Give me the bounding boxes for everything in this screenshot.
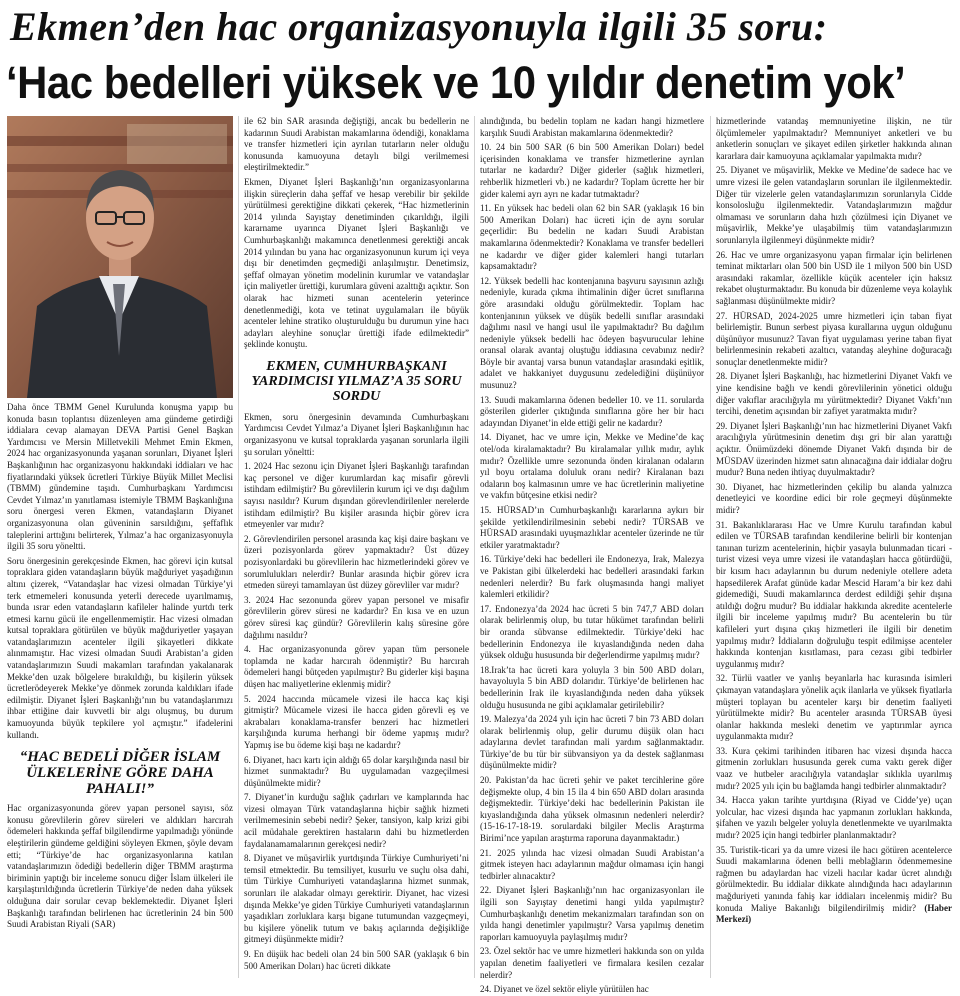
question-item: 30. Diyanet, hac hizmetlerinden çekilip bu alanda yalnızca denetleyici ve koordine edici bir role geçmeyi düşünmekte midir? <box>716 481 952 515</box>
question-item: 31. Bakanlıklararası Hac ve Umre Kurulu tarafından kabul edilen ve TÜRSAB tarafından kendilerine belirli bir kontenjan tanınan turizm acentelerinin, hiçbir yasayla bulunmadan ticari - turist vizesi veya umre vizesi ile vatandaşları hacca götürdüğü, bir kısım hacı adaylarının bu durum nedeniyle otellere adeta hapsedilerek Arafat günüde kadar Mescid Haram’a bir kez dahi gidemediği, Suudi makamlarınca derdest edildiği şehir dışına atıldığı doğru mudur? Bu iddialar hakkında akredite acentelerle ilgili bir inceleme yapılmış mıdır? Bu acentelerin bu tür kafileleri yurt dışına çıkış hizmetleri ile ilgili bir denetim yapılmış mıdır? İddiaların doğruluğu tespit edilmişse acenteler hakkında kontenjan kısıtlaması, para cezası gibi tedbirler uygulanmış mıdır? <box>716 519 952 669</box>
question-item: 5. 2024 haccında mücamele vizesi ile hacca kaç kişi gitmiştir? Mücamele vizesi ile hacca giden görevli eş ve akrabaları konaklama-transfer benzeri hac hizmetleri karşılığında kuruma herhangi bir ödeme yapmış mıdır? Yapmış ise bu ödeme kişi başı ne kadardır? <box>244 693 469 750</box>
column-divider <box>710 116 711 978</box>
question-item: 3. 2024 Hac sezonunda görev yapan personel ve misafir görevlilerin görev süresi ne kadardır? En kısa ve en uzun görev süresi kaç gündür? Görevlilerin kalış süresine göre dağılımı nasıldır? <box>244 594 469 640</box>
question-item: 14. Diyanet, hac ve umre için, Mekke ve Medine’de kaç otel/oda kiralamaktadır? Bu kiralamalar yıllık mıdır, aylık mıdır? Özellikle umre sezonunda önden kiralanan odaların yıl boyu ortalama doluluk oranı nedir? Kiralanan bazı odaların boş kalmasının umre ve hac ücretlerinin maliyetine ve vakfın bütçesine etkisi nedir? <box>480 432 704 501</box>
question-item: 4. Hac organizasyonunda görev yapan tüm personele toplamda ne kadar harcırah ödenmiştir? Bu harcırah ödemeleri hangi bütçeden yapılmıştır? Bu giderler kişi başına düşen hac maliyetlerine eklenmiş midir? <box>244 644 469 689</box>
question-item: 9. En düşük hac bedeli olan 24 bin 500 SAR (yaklaşık 6 bin 500 Amerikan Doları) hac ücreti dikkate <box>244 949 469 971</box>
question-item: 6. Diyanet, hacı kartı için aldığı 65 dolar karşılığında nasıl bir hizmet sunmaktadır? Bu uygulamadan vazgeçilmesi düşünülmekte midir? <box>244 754 469 788</box>
article-column-2 <box>244 116 469 982</box>
question-item: 17. Endonezya’da 2024 hac ücreti 5 bin 747,7 ABD doları olarak belirlenmiş olup, bu tutar hükümet tarafından belirli bir oranda sübvanse edilmektedir. Türkiye’deki hac bedellerinin Endonezya ile kıyaslandığında neden daha yüksek olduğu hususunda bir değerlendirme yapılmış mıdır? <box>480 603 704 661</box>
question-item: 33. Kura çekimi tarihinden itibaren hac vizesi dışında hacca gitmenin zorlukları hususunda gerek cuma vaktı gerek diğer vaaz ve hutbeler aracılığıyla vatandaşlar sıklıkla uyarılmış mıdır? 2025 yılı için bu bağlamda hangi tedbirler alınmaktadır? <box>716 745 952 791</box>
paragraph: ile 62 bin SAR arasında değiştiği, ancak bu bedellerin ne kadarının Suudi Arabistan makamlarına ödendiği, konaklama ve transfer hizmetleri için ayrılan tutarların neler olduğu konusunda kamuoyuna detaylı bilgi verilmemesi eleştirilmektedir.” <box>244 116 469 173</box>
paragraph: Soru önergesinin gerekçesinde Ekmen, hac görevi için kutsal topraklara giden vatandaşların büyük mağduriyet yaşadığının altını çizerek, “Vatandaşlar hac vizesi olmadan Türkiye’yi terk etmemeleri konusunda yeterli derecede uyarılmamış, bunda ısrar eden vatandaşların kafileler halinde yurtdı terk etmesi karnu gücü ile engellenmemiştir. Hac vizesi olmadan kutsal topraklara götürülen ve büyük mağduriyetler yaşayan vatandaşlarımızın acenteler ilgili şikayetleri dikkate alınmamıştır. Hac vizesi olmadan Suudi Arabistan’a giden vatandaşlarımızın Suudi makamları tarafından yakalanarak Mekke’den uzak bölgelere bırakıldığı, bu kişilerin yüksek ücretlerödeyerek Mekke’ye dönmek zorunda kaldıkları ifade edilmiştir. Diyanet İşleri Başkanlığı’nın bu vatandaşlarımızı ihbar ettiğine dair kuvvetli bir algı oluşmuş, bu durum kamuoyunda büyük tepkilere yol açmıştır.” ifadelerini kullandı. <box>7 555 233 740</box>
portrait-photo <box>7 116 233 398</box>
article-column-1 <box>7 116 233 982</box>
kicker-title: Ekmen’den hac organizasyonuyla ilgili 35 soru: <box>10 4 828 49</box>
question-item: 13. Suudi makamlarına ödenen bedeller 10. ve 11. sorularda gösterilen giderler çıktığında sınıflarına göre her bir hacı adayından Diyanet’in elde ettiği gelir ne kadardır? <box>480 394 704 428</box>
paragraph: alındığında, bu bedelin toplam ne kadarı hangi hizmetlere karşılık Suudi Arabistan makamlarına ödenmektedir? <box>480 116 704 138</box>
question-item: 32. Türlü vaatler ve yanlış beyanlarla hac kurasında isimleri çıkmayan vatandaşlara yönelik açık ilanlarla ve yüksek fiyatlarla müşteri toplayan bu acenteler karşı bir denetim faaliyeti yürütülmekte midir? Bu acenteler arasında TÜRSAB üyesi olanlar hakkında mesleki denetim ve yaptırımlar ayrıca uygulanmakta mıdır? <box>716 673 952 742</box>
question-item: 25. Diyanet ve müşavirlik, Mekke ve Medine’de sadece hac ve umre vizesi ile gelen vatandaşların sorunları ile ilgilenmektedir. Diğer tür vizelerle gelen vatandaşlarımızın sorunlarıyla Cidde konsolosluğu ilgilenmektedir. Vatandaşlarımızın mağdur olmaması ve sorunların daha hızlı çözülmesi için Diyanet ve müşavirlik, Mekke’ye ulaşabilmiş tüm vatandaşlarımızın sorunlarıyla ilgilenmeyi düşünmekte midir? <box>716 165 952 245</box>
question-item: 1. 2024 Hac sezonu için Diyanet İşleri Başkanlığı tarafından kaç personel ve diğer kurumlardan kaç misafir görevli istihdam edilmiştir? Bu görevlilerin kurum içi ve dışı dağılım sayısı nasıldır? Kurum dışından görevlendirilenler nerelerde istihdam edilmiştir? Bu kişiler arasında hiçbir görev icra etmeyenler var mıdır? <box>244 461 469 530</box>
paragraph: hizmetlerinde vatandaş memnuniyetine ilişkin, ne tür ölçümlemeler yapılmaktadır? Memnuniyet anketleri ve bu anketlerin sonuçları ve şikayet edilen şirketler hakkında alınan kararlara dair kamuoyuna açıklamalar yapılmakta mıdır? <box>716 116 952 161</box>
question-item: 15. HÜRSAD’ın Cumhurbaşkanlığı kararlarına aykırı bir şekilde yetkilendirilmesinin sebebi nedir? TÜRSAB ve HÜRSAD arasındaki uyuşmazlıklar acenteler üzerinde ne tür etkiler yaratmaktadır? <box>480 505 704 550</box>
section-subheading: EKMEN, CUMHURBAŞKANI YARDIMCISI YILMAZ’A 35 SORU SORDU <box>251 358 462 404</box>
question-item: 2. Görevlendirilen personel arasında kaç kişi daire başkanı ve üzeri pozisyonlarda görev yapmaktadır? Üst düzey pozisyonlardaki bu görevlilerin hac hizmetlerindeki görev ve sorumlulukları nelerdir? Bunlar arasında hiçbir görev icra etmeden süreyi tamamlayan üst düzey görevliler var mıdır? <box>244 533 469 591</box>
question-item: 27. HÜRSAD, 2024-2025 umre hizmetleri için taban fiyat belirlemiştir. Bunun serbest piyasa kurallarına uygun olduğunu düşünüyor musunuz? Tavan fiyat uygulaması yerine taban fiyat belirlenmesinin rekabeti azaltıcı, vatandaş aleyhine doğuracağı sonuçlar denetlenmekte midir? <box>716 310 952 367</box>
question-item: 28. Diyanet İşleri Başkanlığı, hac hizmetlerini Diyanet Vakfı ve yine kendisine bağlı ve kendi görevlilerinin yönetici olduğu diğer vakıflar aracılığıyla mı yürütmektedir? Diyanet Vakfı’nın tercihi, denetim açısından bir zafiyet yaratmakta mıdır? <box>716 371 952 417</box>
question-item <box>716 845 952 926</box>
paragraph: Ekmen, soru önergesinin devamında Cumhurbaşkanı Yardımcısı Cevdet Yılmaz’a Diyanet İşleri Başkanlığının hac organizasyonu ve kutsal topraklarda yaşanan sorunlarla ilgili şu soruları yöneltti: <box>244 411 469 457</box>
question-item: 29. Diyanet İşleri Başkanlığı’nın hac hizmetlerini Diyanet Vakfı aracılığıyla yürütmesinin denetim dışı gri bir alan yarattığı açıktır. Önümüzdeki dönemde Diyanet Vakfı dışında bir de MÜSDAV üzerinden hizmet satın alınacağına dair iddialar doğru mudur? Buna neden ihtiyaç duyulmaktadır? <box>716 420 952 478</box>
question-item: 8. Diyanet ve müşavirlik yurtdışında Türkiye Cumhuriyeti’ni temsil etmektedir. Bu temsiliyet, kusurlu ve suçlu olsa dahi, tüm Türkiye Cumhuriyeti vatandaşlarına hizmet sunmak, sorunları ile alakadar olmayı gerektirir. Diyanet, hac vizesi dışında Mekke’ye giden Türkiye Cumhuriyeti vatandaşlarının yaşadıkları zorluklara karşı bigane tutumundan vazgeçmeyi, bu kişilere yönelik tutum ve bakış açılarında değişikliğe gitmeyi düşünmekte midir? <box>244 853 469 945</box>
question-item: 10. 24 bin 500 SAR (6 bin 500 Amerikan Doları) bedel içerisinden konaklama ve transfer hizmetlerine ayrılan tutarlar ne kadardır? Diğer giderler (sağlık hizmetleri, rehberlik hizmetleri vb.) ne kadardır? Toplam ücrette her bir gider kalemi ayrı ayrı ne kadar tutmaktadır? <box>480 142 704 199</box>
paragraph: Daha önce TBMM Genel Kurulunda konuşma yapıp bu konuda basın toplantısı düzenleyen ama gündeme getirdiği iddialara cevap alamayan DEVA Partisi Genel Başkan Yardımcısı ve Mersin Milletvekili Mehmet Emin Ekmen, 2024 hac organizasyonunda yaşanan sorunları, Diyanet İşleri Başkanlığının hac organizasyonu hakkındaki iddiaları ve hac fiyatlarındaki yüksek ücretleri Türkiye Büyük Millet Meclisi (TBMM) gündemine taşıdı. Cumhurbaşkanı Yardımcısı Cevdet Yılmaz’ın yanıtlaması istemiyle TBMM Başkanlığına soru önergesi veren Ekmen, vatandaşların Diyanet organizasyonuna olan güveninin sarsıldığını, şeffaflık taleplerini arttığını belirterek, Yılmaz’a hac organizasyonuyla ilgili 35 soru yöneltti. <box>7 402 233 552</box>
question-item: 19. Malezya’da 2024 yılı için hac ücreti 7 bin 73 ABD doları olarak belirlenmiş olup, gelir durumu düşük olan hacı adaylarına devlet tarafından mali yardım sağlanmaktadır. Türkiye’de bu tür bir sübvansiyon ya da destek sağlanması düşünülmekte midir? <box>480 714 704 771</box>
question-item: 24. Diyanet ve özel sektör eliyle yürütülen hac <box>480 984 649 995</box>
question-item: 18.Irak’ta hac ücreti kara yoluyla 3 bin 500 ABD doları, havayoluyla 5 bin ABD dolarıdır. Türkiye’de belirlenen hac bedellerinin Irak ile kıyaslandığında neden daha yüksek olduğu hususunda ne gibi açıklamalar getirilebilir? <box>480 664 704 710</box>
paragraph: Hac organizasyonunda görev yapan personel sayısı, söz konusu görevlilerin görev süreleri ve aldıkları harcırah ödemeleri hakkında şeffaf bilgilendirme yapılmadığı yönünde eleştirilerin gündeme geldiğini söyleyen Ekmen, şöyle devam etti; “Türkiye’de hac organizasyonlarına katılan vatandaşlarımızın ödediği bedellerin diğer TBMM araştırma biriminin yaptığı bir inceleme sonucu diğer İslam ülkeleri ile karşılaştırıldığında ücretlerin Türkiye’de neden daha yüksek olduğuna dair sorular cevap beklemektedir. Diyanet İşleri Başkanlığı tarafından belirlenen hac ücretlerinin 24 bin 500 Suudi Arabistan Riyali (SAR) <box>7 803 233 930</box>
article-column-4 <box>716 116 952 982</box>
question-item: 16. Türkiye’deki hac bedelleri ile Endonezya, Irak, Malezya ve Pakistan gibi ülkelerdeki hac bedelleri arasındaki farkın nedenleri nelerdir? Bu fark oluşmasında hangi maliyet kalemleri etkilidir? <box>480 554 704 600</box>
headline: ‘Hac bedelleri yüksek ve 10 yıldır denetim yok’ <box>6 57 906 108</box>
question-item: 34. Hacca yakın tarihte yurtdışına (Riyad ve Cidde’ye) uçan yolcular, hac vizesi dışında hac yapmanın zorlukları hakkında, şifahen ve yazılı belgeler yoluyla denetlenmekte ve uyarılmakta mıdır? 2025 için hangi tedbirler planlanmaktadır? <box>716 795 952 841</box>
article-column-3 <box>480 116 704 995</box>
question-item: 21. 2025 yılında hac vizesi olmadan Suudi Arabistan’a gitmek isteyen hacı adaylarının mağdur olmaması için hangi tedbirler alınacaktır? <box>480 847 704 881</box>
question-item: 23. Özel sektör hac ve umre hizmetleri hakkında son on yılda yapılan denetim faaliyetleri ve firmalara kesilen cezalar nelerdir? <box>480 946 704 980</box>
portrait-illustration <box>7 116 233 398</box>
section-subheading: “HAC BEDELİ DİĞER İSLAM ÜLKELERİNE GÖRE DAHA PAHALI!” <box>19 749 221 798</box>
column-divider <box>238 116 239 978</box>
question-item: 11. En yüksek hac bedeli olan 62 bin SAR (yaklaşık 16 bin 500 Amerikan Doları) hac ücreti için de aynı sorular geçerlidir: Bu bedelin ne kadarı Suudi Arabistan makamlarına ödenmektedir? Konaklama ve transfer bedelleri ne kadardır ve diğer gider kalemleri hangi tutarları kapsamaktadır? <box>480 203 704 272</box>
question-item: 12. Yüksek bedelli hac kontenjanına başvuru sayısının azlığı nedeniyle, kurada çıkma ihtimalinin diğer ücret sınıflarına göre arasındaki olduğu görülmektedir. Toplam hac kontenjanının yüksek ve düşük bedelli sınıflar arasındaki dağılımı nasıl ve hangi usul ile yapılmaktadır? Bu dağılım nedeniyle yüksek bedelli hac ödeyen başvurucular lehine oransal olarak avantaj oluştuğu iddiasına cevabınız nedir? Böyle bir avantaj varsa bunun vatandaşlar arasındaki eşitlik, adalet ve hakkaniyet duygusunu zedelediğini düşünüyor musunuz? <box>480 275 704 391</box>
column-divider <box>474 116 475 978</box>
source-credit: (Haber Merkezi) <box>716 902 952 925</box>
question-item: 7. Diyanet’in kurduğu sağlık çadırları ve kamplarında hac vizesi olmayan Türk vatandaşlarına hiçbir sağlık hizmeti verilmemesinin sebebi nedir? Şeker, tansiyon, kalp krizi gibi acil müdahale gerektiren hastaların dahi bu hizmetlerden faydalanamamalarının gerekçesi nedir? <box>244 792 469 849</box>
question-item: 22. Diyanet İşleri Başkanlığı’nın hac organizasyonları ile ilgili son Sayıştay denetimi hangi yılda yapılmıştır? Cumhurbaşkanlığı denetim mekanizmaları tarafından son on yılda hangi denetimler yapılmıştır? Varsa yapılmış denetim raporları kamuoyuyla paylaşılmış mıdır? <box>480 885 704 942</box>
question-item: 26. Hac ve umre organizasyonu yapan firmalar için belirlenen teminat miktarları olan 500 bin USD ile 1 milyon 500 bin USD arasındaki rakamlar, özellikle küçük acenteler için haksız rekabet oluşturmaktadır. Bu konuda bir düzenleme veya kolaylık sağlanması düşünülmekte midir? <box>716 249 952 306</box>
question-text: 35. Turistik-ticari ya da umre vizesi ile hacı götüren acentelerce Suudi makamlarına ödenen belli meblağların ödenmemesine rağmen bu adaylardan hac vizeli hacılar kadar ücret alındığı görülmektedir. Bu iddialar dikkate alındığında hacı adaylarının mağduriyeti yanında fahiş kar iddiaları incelenmiş midir? Bu konuda Maliye Bakanlığı bilgilendirilmiş midir? <box>716 844 952 913</box>
question-item: 20. Pakistan’da hac ücreti şehir ve paket tercihlerine göre değişmekte olup, 4 bin 15 ila 4 bin 650 ABD doları arasında değişmektedir. Türkiye’deki hac bedellerinin Pakistan ile kıyaslandığında daha yüksek olmasının nedenleri nelerdir?(15-16-17-18-19. sorulardaki bilgiler Meclis Araştırma Birimi’nce yapılan araştırma raporuna dayanmaktadır.) <box>480 775 704 844</box>
paragraph: Ekmen, Diyanet İşleri Başkanlığı’nın organizasyonlarına ilişkin süreçlerin daha şeffaf ve hesap verebilir bir şekilde yürütülmesi gerektiğine dikkati çekerek, “Hac hizmetlerinin 2014 yılında Sayıştay denetiminden çıkarıldığı, ilgili kararname uyarınca Diyanet İşleri Başkanlığı ve Cumhurbaşkanlığı makamınca denetlenmesi gerektiği ancak 2014 yılından bu yana hac organizasyonunun kurum içi veya dışı bir denetimden geçmediği anlaşılmıştır. Denetimsiz, şeffaf olmayan yönetim modelinin kurumlar ve vatandaşlar için maliyetler ürettiği, kurumlara güveni azalttığı açıktır. Son olarak hac hizmeti sunan acentelerin yeterince denetlenmediği, kota ve tetinat uygulamaları ile büyük acenteler lehine stratiko oluşturulduğu bu durumun yine hacı adayları aleyhine sonuçlar ürettiği ifade edilmektedir” şeklinde konuştu. <box>244 176 469 350</box>
